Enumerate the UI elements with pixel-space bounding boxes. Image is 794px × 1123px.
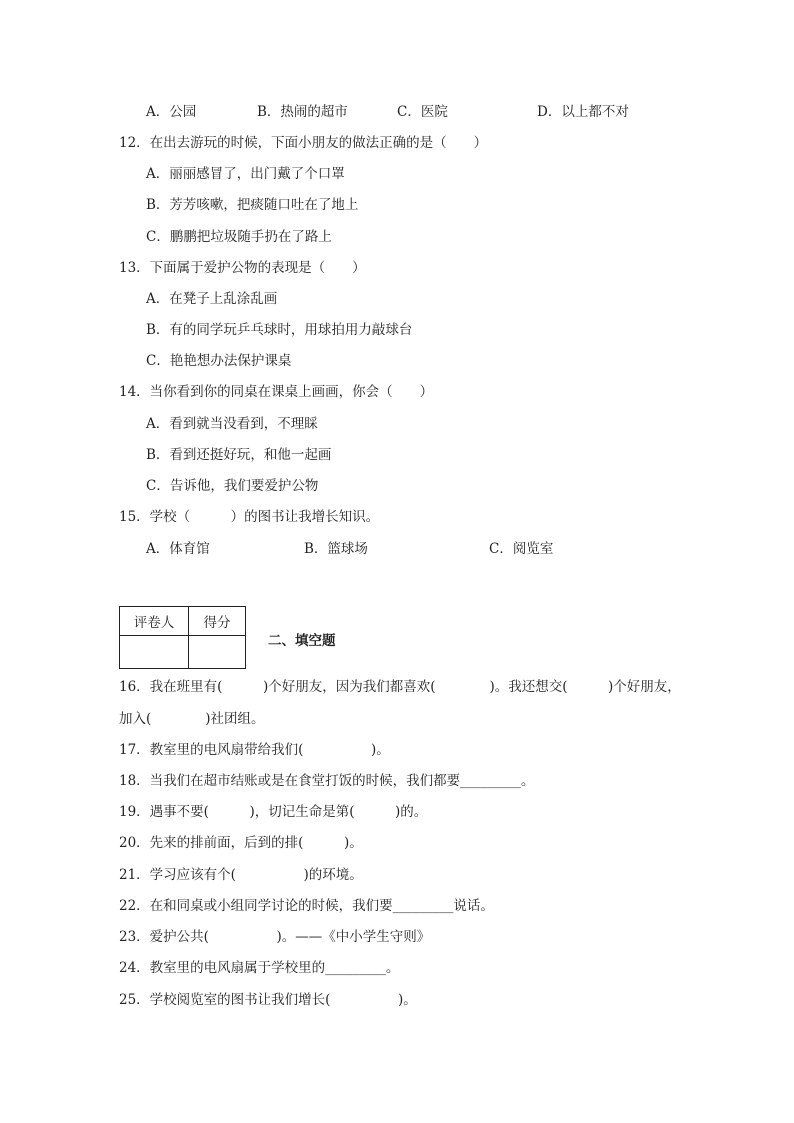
q15-option-b: B．篮球场 [304,541,368,557]
q14-option-a: A．看到就当没看到，不理睬 [146,416,318,432]
q25: 25．学校阅览室的图书让我们增长( )。 [119,992,417,1008]
q12-option-b: B．芳芳咳嗽，把痰随口吐在了地上 [146,197,359,213]
q11-option-d: D．以上都不对 [537,104,629,120]
q14-stem: 14．当你看到你的同桌在课桌上画画，你会（ ） [119,384,434,400]
reviewer-cell[interactable] [120,636,189,669]
q18: 18．当我们在超市结账或是在食堂打饭的时候，我们都要_________。 [119,773,535,789]
q15-option-a: A．体育馆 [146,541,210,557]
q11-option-a: A．公园 [146,104,197,120]
q13-stem: 13．下面属于爱护公物的表现是（ ） [119,260,366,276]
q23: 23．爱护公共( )。——《中小学生守则》 [119,929,431,945]
q13-option-c: C．艳艳想办法保护课桌 [146,353,292,369]
section-title: 二、填空题 [268,633,336,649]
score-cell[interactable] [189,636,246,669]
q21: 21．学习应该有个( )的环境。 [119,867,363,883]
q16-line-1: 16．我在班里有( )个好朋友，因为我们都喜欢( )。我还想交( )个好朋友， [119,679,681,695]
q16-line-2: 加入( )社团组。 [119,711,265,727]
q24: 24．教室里的电风扇属于学校里的_________。 [119,960,400,976]
q14-option-c: C．告诉他，我们要爱护公物 [146,478,319,494]
grader-table [119,606,246,669]
q12-option-c: C．鹏鹏把垃圾随手扔在了路上 [146,229,332,245]
q20: 20．先来的排前面，后到的排( )。 [119,835,363,851]
q11-option-b: B．热闹的超市 [257,104,348,120]
q15-stem: 15．学校（ ）的图书让我增长知识。 [119,509,380,525]
q12-stem: 12．在出去游玩的时候，下面小朋友的做法正确的是（ ） [119,135,488,151]
q13-option-b: B．有的同学玩乒乓球时，用球拍用力敲球台 [146,322,413,338]
q14-option-b: B．看到还挺好玩，和他一起画 [146,447,332,463]
q13-option-a: A．在凳子上乱涂乱画 [146,291,278,307]
q17: 17．教室里的电风扇带给我们( )。 [119,742,390,758]
q12-option-a: A．丽丽感冒了，出门戴了个口罩 [146,166,345,182]
q11-option-c: C．医院 [397,104,448,120]
q19: 19．遇事不要( )，切记生命是第( )的。 [119,804,428,820]
q15-option-c: C．阅览室 [489,541,554,557]
reviewer-header: 评卷人 [120,607,189,636]
score-header: 得分 [189,607,246,636]
q22: 22．在和同桌或小组同学讨论的时候，我们要_________说话。 [119,898,494,914]
